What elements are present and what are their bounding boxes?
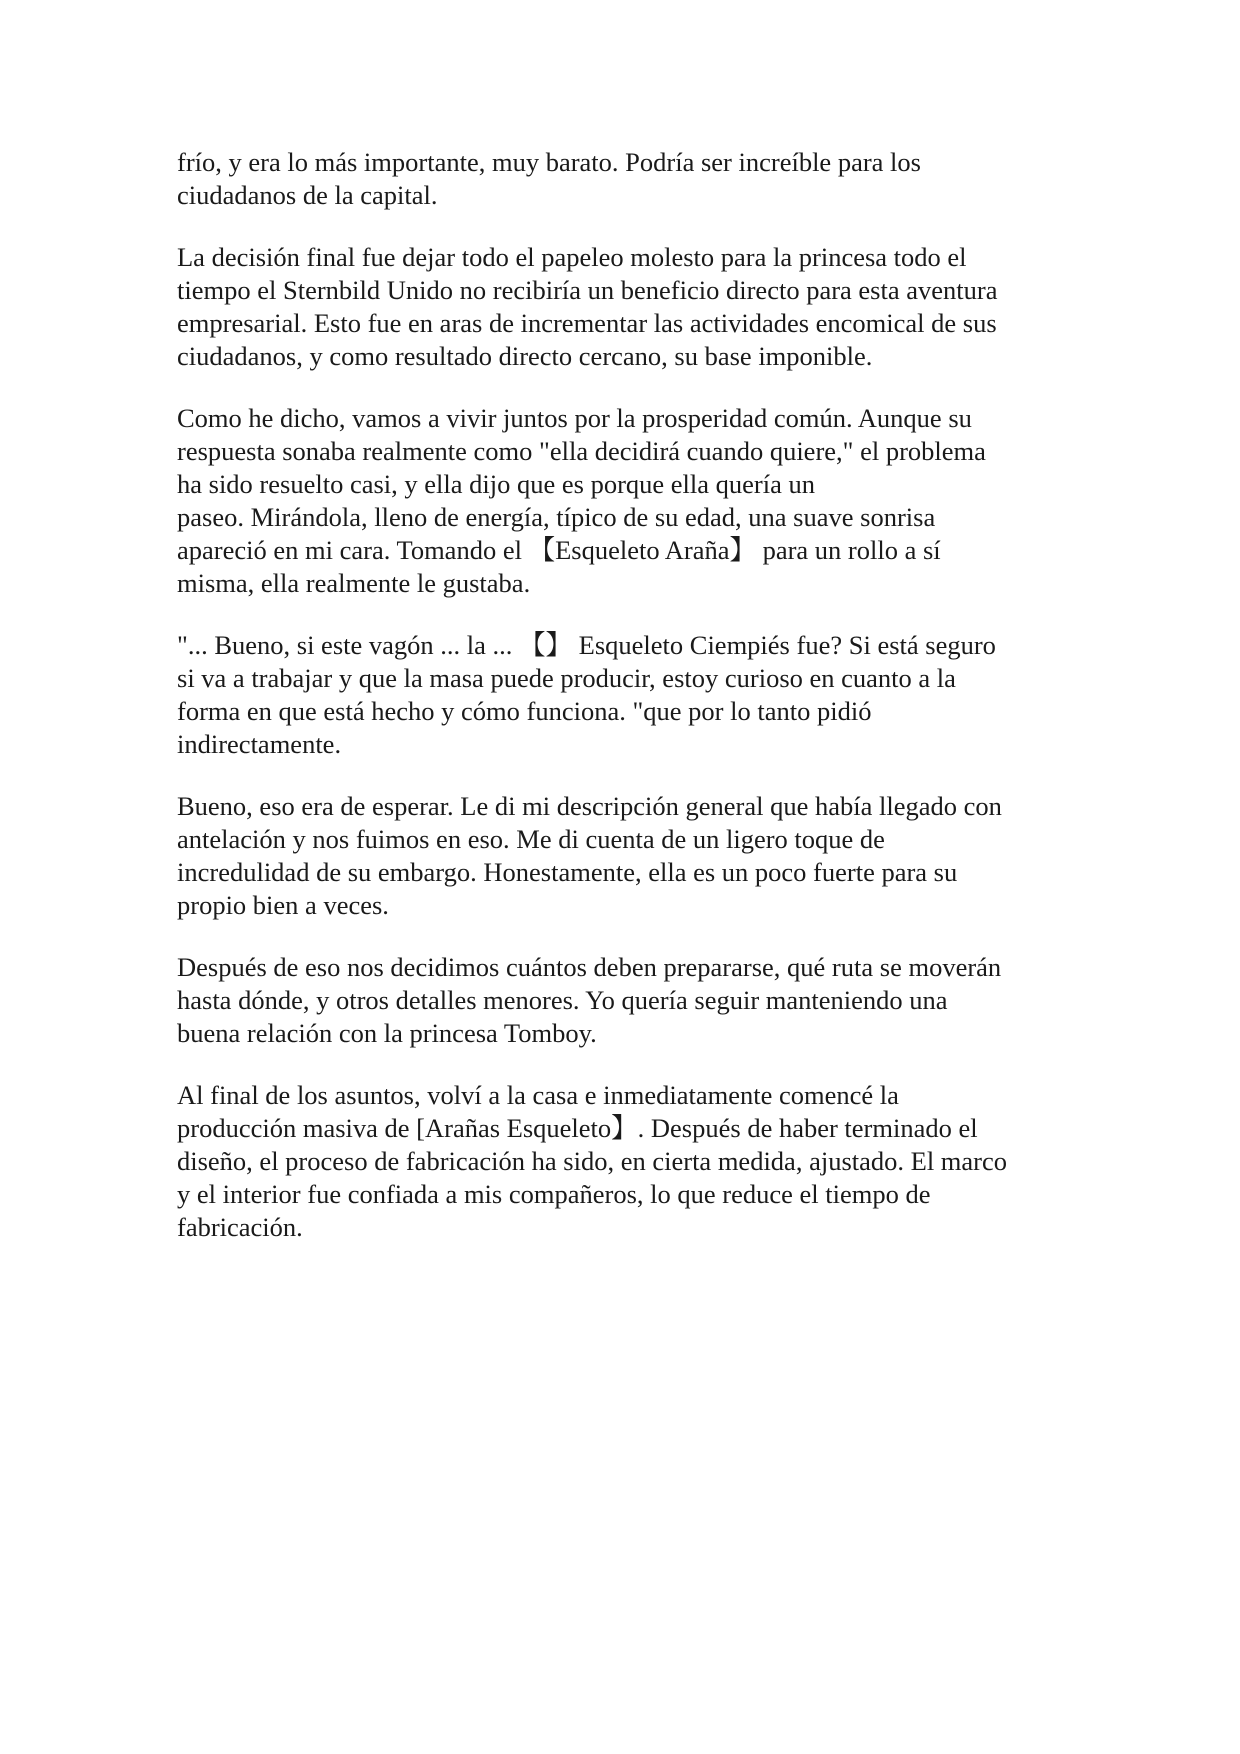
text-line: antelación y nos fuimos en eso. Me di cuenta de un ligero toque de [177,824,885,854]
paragraph-1 [177,146,1077,212]
text-line: diseño, el proceso de fabricación ha sido, en cierta medida, ajustado. El marco [177,1146,1008,1176]
paragraph-3 [177,402,1077,600]
text-line: frío, y era lo más importante, muy barato. Podría ser increíble para los [177,147,921,177]
text-line: incredulidad de su embargo. Honestamente, ella es un poco fuerte para su [177,857,958,887]
text-line: apareció en mi cara. Tomando el 【Esqueleto Araña】 para un rollo a sí [177,535,941,565]
text-line: empresarial. Esto fue en aras de incrementar las actividades encomical de sus [177,308,997,338]
text-line: hasta dónde, y otros detalles menores. Yo quería seguir manteniendo una [177,985,948,1015]
text-line: misma, ella realmente le gustaba. [177,568,531,598]
text-line: Al final de los asuntos, volví a la casa e inmediatamente comencé la [177,1080,899,1110]
text-line: ciudadanos, y como resultado directo cercano, su base imponible. [177,341,873,371]
text-line: paseo. Mirándola, lleno de energía, típico de su edad, una suave sonrisa [177,502,936,532]
text-line: forma en que está hecho y cómo funciona. "que por lo tanto pidió [177,696,872,726]
text-line: y el interior fue confiada a mis compañeros, lo que reduce el tiempo de [177,1179,931,1209]
text-line: si va a trabajar y que la masa puede producir, estoy curioso en cuanto a la [177,663,956,693]
text-line: ha sido resuelto casi, y ella dijo que es porque ella quería un [177,469,816,499]
paragraph-6 [177,951,1077,1050]
text-line: "... Bueno, si este vagón ... la ... 【】 Esqueleto Ciempiés fue? Si está seguro [177,630,996,660]
text-line: fabricación. [177,1212,303,1242]
text-line: Como he dicho, vamos a vivir juntos por la prosperidad común. Aunque su [177,403,972,433]
text-line: producción masiva de [Arañas Esqueleto】. Después de haber terminado el [177,1113,978,1143]
text-line: Bueno, eso era de esperar. Le di mi descripción general que había llegado con [177,791,1002,821]
text-line: ciudadanos de la capital. [177,180,438,210]
text-body [177,146,1077,1273]
paragraph-4 [177,629,1077,761]
text-line: La decisión final fue dejar todo el papeleo molesto para la princesa todo el [177,242,967,272]
text-line: indirectamente. [177,729,342,759]
text-line: buena relación con la princesa Tomboy. [177,1018,597,1048]
text-line: propio bien a veces. [177,890,389,920]
text-line: Después de eso nos decidimos cuántos deben prepararse, qué ruta se moverán [177,952,1002,982]
text-line: respuesta sonaba realmente como "ella decidirá cuando quiere," el problema [177,436,986,466]
text-line: tiempo el Sternbild Unido no recibiría un beneficio directo para esta aventura [177,275,998,305]
paragraph-7 [177,1079,1077,1244]
paragraph-5 [177,790,1077,922]
paragraph-2 [177,241,1077,373]
